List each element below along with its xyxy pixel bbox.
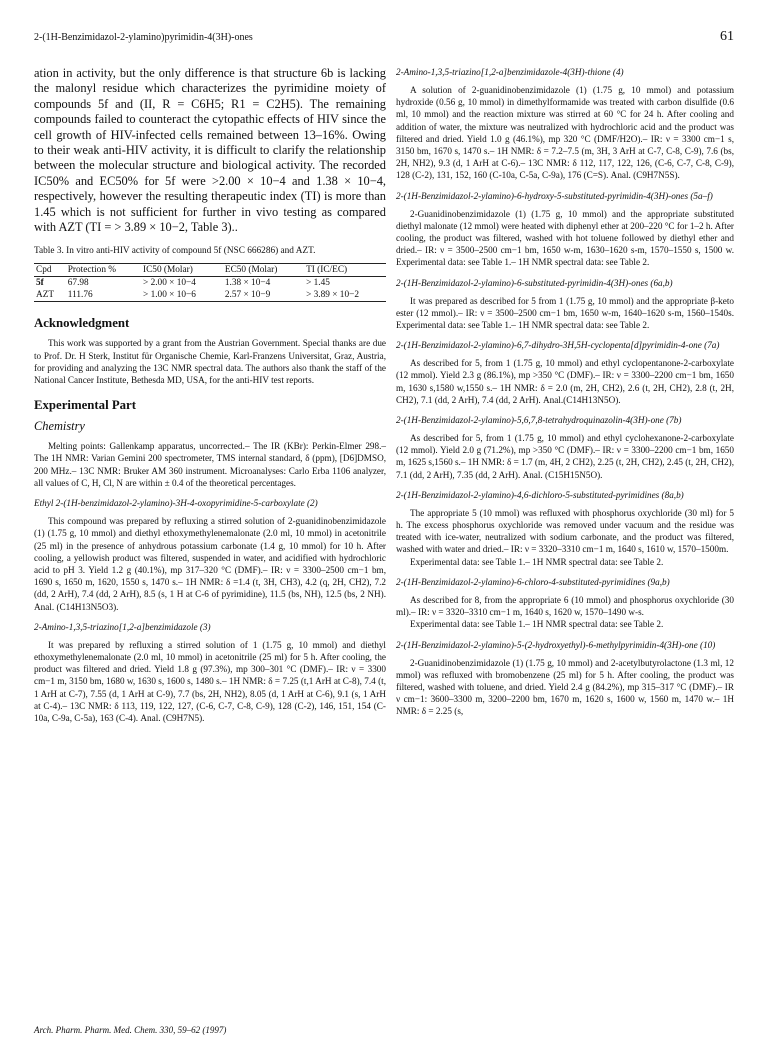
- compound-10-text: 2-Guanidinobenzimidazole (1) (1.75 g, 10 mmol) and 2-acetylbutyrolactone (1.3 ml, 12 mmol) was refluxed with bromobenzene (25 ml) for 5 h. After cooling, the product was filtered, washed with toluene, and dried. Yield 2.4 g (84.2%), mp 315–317 °C (DMF).– IR ν cm−1: 3600–3300 m, 3200–2200 bm, 1670 m, 1620 s, 1600 w, 1560 m, 1470 w.– 1H NMR: δ = 2.25 (s,: [396, 657, 734, 717]
- page-number: 61: [720, 29, 734, 44]
- acknowledgment-text: This work was supported by a grant from the Austrian Government. Special thanks are due to Prof. Dr. H Sterk, Institut für Organische Chemie, Karl-Franzens Universitat, Graz, Austria, for providing and analyzing the 13C NMR spectral data. The authors also thank the staff of the National Cancer Institute, Bethesda MD, USA, for the anti-HIV test reports.: [34, 338, 386, 386]
- compound-2-text: This compound was prepared by refluxing a stirred solution of 2-guanidinobenzimidazole (1) (1.75 g, 10 mmol) and diethyl ethoxymethylenemalonate (2.0 ml, 10 mmol) in acetonitrile (25 ml) in the presence of anhydrous potassium carbonate (1.4 g, 10 mmol) for 10 h. After cooling, a yellowish product was filtered, suspended in water, and acidified with hydrochloric acid to pH 3. Yield 1.2 g (40.1%), mp 317–320 °C (DMF).– IR: ν = 3300–2500 cm−1 bm, 1690 s, 1650 m, 1620, 1550 s, 1470 s.– 1H NMR: δ =1.4 (t, 3H, CH3), 4.2 (q, 2H, CH2), 7.2 (dd, 2 ArH), 7.4 (dd, 2 ArH), 8.5 (s, 1 H at C-6 of pyrimidine), 11.5 (bs, NH), 12.5 (bs, 2 NH). Anal. (C14H13N5O3).: [34, 516, 386, 612]
- compound-5-text: 2-Guanidinobenzimidazole (1) (1.75 g, 10 mmol) and the appropriate substituted diethyl malonate (12 mmol) were heated with diphenyl ether at 200–220 °C for 1–2 h. After cooling, the product was filtered, washed with hot toluene followed by diethyl ether and dried.– IR: ν = 3500–2500 cm−1 bm, 1650 w-m, 1630–1620 s-m, 1570–1550 s, 1500 w. Experimental data: see Table 1.– 1H NMR spectral data: see Table 2.: [396, 208, 734, 268]
- compound-9-text: As described for 8, from the appropriate 6 (10 mmol) and phosphorus oxychloride (30 ml).– IR: ν = 3320–3310 cm−1 m, 1640 s, 1620 w, 1570–1490 w-s.: [396, 594, 734, 618]
- compound-6-text: It was prepared as described for 5 from 1 (1.75 g, 10 mmol) and the appropriate β-keto ester (12 mmol).– IR: ν = 3500–2500 cm−1 bm, 1650 w-m, 1640–1620 s-m, 1560–1540s. Experimental data: see Table 1.– 1H NMR spectral data: see Table 2.: [396, 295, 734, 331]
- activity-table: [34, 263, 386, 302]
- table-cell: 1.38 × 10−4: [224, 278, 271, 289]
- compound-3-title: 2-Amino-1,3,5-triazino[1,2-a]benzimidazole (3): [34, 621, 211, 632]
- table-cell: > 1.00 × 10−6: [143, 290, 196, 301]
- running-header: [34, 29, 734, 48]
- table-header-row: [34, 264, 386, 277]
- compound-9-title: 2-(1H-Benzimidazol-2-ylamino)-6-chloro-4-substituted-pyrimidines (9a,b): [396, 576, 670, 587]
- acknowledgment-heading: Acknowledgment: [34, 316, 130, 331]
- table-cell: > 2.00 × 10−4: [143, 278, 196, 289]
- table-cell: 5f: [36, 278, 44, 289]
- compound-8-text: The appropriate 5 (10 mmol) was refluxed with phosphorus oxychloride (30 ml) for 5 h. The excess phosphorus oxychloride was removed under vacuum and the residue was treated with ice-water, neutralized with sodium carbonate, and the product was filtered, washed with water and dried.– IR: ν = 3320–3310 cm−1 m, 1640 s, 1610 w, 1570–1500m.: [396, 507, 734, 555]
- running-title: 2-(1H-Benzimidazol-2-ylamino)pyrimidin-4(3H)-ones: [34, 32, 253, 43]
- compound-5-title: 2-(1H-Benzimidazol-2-ylamino)-6-hydroxy-5-substituted-pyrimidin-4(3H)-ones (5a–f): [396, 190, 713, 201]
- chemistry-text: Melting points: Gallenkamp apparatus, uncorrected.– The IR (KBr): Perkin-Elmer 298.– The 1H NMR: Varian Gemini 200 spectrometer, TMS internal standard, δ (ppm), [D6]DMSO, 200 MHz.– 13C NMR: Bruker AM 360 instrument. Microanalyses: Carlo Erba 1106 analyzer, all values of C, H, Cl, N are within ± 0.4 of the theoretical percentages.: [34, 441, 386, 488]
- table-header: IC50 (Molar): [143, 265, 193, 276]
- compound-8-title: 2-(1H-Benzimidazol-2-ylamino)-4,6-dichloro-5-substituted-pyrimidines (8a,b): [396, 489, 684, 500]
- table-header: TI (IC/EC): [306, 265, 348, 276]
- compound-2-title: Ethyl 2-(1H-benzimidazol-2-ylamino)-3H-4-oxopyrimidine-5-carboxylate (2): [34, 498, 318, 509]
- table-row: [34, 289, 386, 302]
- right-column: [396, 66, 734, 718]
- table-cell: > 3.89 × 10−2: [306, 290, 359, 301]
- table-header: EC50 (Molar): [224, 265, 278, 276]
- table-header: Protection %: [67, 265, 117, 276]
- table-cell: > 1.45: [306, 278, 330, 289]
- compound-10-title: 2-(1H-Benzimidazol-2-ylamino)-5-(2-hydroxyethyl)-6-methylpyrimidin-4(3H)-one (10): [396, 639, 716, 650]
- compound-7a-title: 2-(1H-Benzimidazol-2-ylamino)-6,7-dihydro-3H,5H-cyclopenta[d]pyrimidin-4-one (7a): [396, 340, 720, 351]
- compound-4-title: 2-Amino-1,3,5-triazino[1,2-a]benzimidazole-4(3H)-thione (4): [396, 67, 624, 77]
- table-cell: 2.57 × 10−9: [224, 290, 271, 301]
- compound-4-text: A solution of 2-guanidinobenzimidazole (1) (1.75 g, 10 mmol) and potassium hydroxide (0.56 g, 10 mmol) in dimethylformamide was treated with carbon disulfide (0.6 ml, 10 mmol) and the reaction mixture was stirred at 60 °C for 24 h. After cooling and addition of water, the mixture was neutralized with hydrochloric acid and the product was filtered and dried. Yield 1.0 g (46.1%), mp 320 °C (DMF/H2O).– IR: ν = 3300 cm−1 s, 3150 bm, 1670 s, 1470 s.– 1H NMR: δ = 7.2–7.5 (m, 3H, 3 ArH at C-7, C-8, C-9), 7.6 (bs, 2H, NH2), 9.3 (d, 1 ArH at C-6).– 13C NMR: δ 112, 117, 122, 126, (C-6, C-7, C-8, C-9), 128 (C-2), 131, 152, 160 (C-10a, C-5a, C-9a), 176 (C=S). Anal. (C9H7N5S).: [396, 85, 734, 181]
- journal-footer: Arch. Pharm. Pharm. Med. Chem. 330, 59–62 (1997): [34, 1025, 227, 1035]
- compound-7b-title: 2-(1H-Benzimidazol-2-ylamino)-5,6,7,8-tetrahydroquinazolin-4(3H)-one (7b): [396, 415, 682, 426]
- experimental-heading: Experimental Part: [34, 398, 136, 413]
- table-header: Cpd: [36, 265, 52, 276]
- table-cell: 111.76: [67, 290, 93, 301]
- compound-9-text-2: Experimental data: see Table 1.– 1H NMR spectral data: see Table 2.: [410, 619, 664, 630]
- compound-8-text-2: Experimental data: see Table 1.– 1H NMR spectral data: see Table 2.: [410, 556, 664, 567]
- compound-7b-text: As described for 5, from 1 (1.75 g, 10 mmol) and ethyl cyclohexanone-2-carboxylate (12 mmol). Yield 2.0 g (71.2%), mp >350 °C (DMF).– IR: ν = 3300–2200 cm−1 bm, 1650 m, 1625 s,1560 s.– 1H NMR: δ = 1.7 (m, 4H, 2 CH2), 2.25 (t, 2H, CH2), 2.45 (t, 2H, CH2), 7.1 (dd, 2 ArH), 7.35 (dd, 2 ArH). Anal. (C15H15N5O).: [396, 433, 734, 480]
- compound-6-title: 2-(1H-Benzimidazol-2-ylamino)-6-substituted-pyrimidin-4(3H)-ones (6a,b): [396, 277, 673, 288]
- chemistry-heading: Chemistry: [34, 419, 85, 434]
- compound-3-text: It was prepared by refluxing a stirred solution of 1 (1.75 g, 10 mmol) and diethyl ethoxymethylenemalonate (2.0 ml, 10 mmol) in acetonitrile (25 ml) for 5 h. After cooling, the product was filtered and dried. Yield 1.8 g (97.3%), mp 300–301 °C (DMF).– IR: ν = 3300 cm−1 m, 3150 bm, 1680 w, 1630 s, 1600 s, 1480 s.– 1H NMR: δ = 7.25 (t,1 ArH at C-8), 7.4 (t, 1 ArH at C-7), 7.55 (d, 1 ArH at C-9), 7.7 (bs, 2H, NH2), 8.05 (d, 1 ArH at C-6), 9.1 (s, 1 ArH at C-4).– 13C NMR: δ 113, 119, 122, 127, (C-6, C-7, C-8, C-9), 128 (C-2), 146, 151, 154 (C-10a, C-9a, C-5a), 163 (C-4). Anal. (C9H7N5).: [34, 639, 386, 723]
- table-cell: 67.98: [67, 278, 89, 289]
- table-row: [34, 277, 386, 290]
- intro-paragraph: ation in activity, but the only difference is that structure 6b is lacking the malonyl residue which characterizes the pyrimidine moiety of compounds 5f and (II, R = C6H5; R1 = C2H5). The remaining compounds failed to counteract the cytopathic effects of HIV since the cell growth of HIV-infected cells remained between 13–16%. Owing to their weak anti-HIV activity, it is difficult to clarify the relationship between the molecular structure and biological activity. The recorded IC50% and EC50% for 5f were >2.00 × 10−4 and 1.38 × 10−4, respectively, however the resulting therapeutic index (TI) is more than 1.45 which is not sufficient for further in vivo testing as compared with AZT (TI = > 3.89 × 10−2, Table 3)..: [34, 66, 386, 235]
- table-cell: AZT: [36, 290, 55, 301]
- left-column: [34, 66, 386, 724]
- table-caption: Table 3. In vitro anti-HIV activity of compound 5f (NSC 666286) and AZT.: [34, 246, 316, 257]
- compound-7a-text: As described for 5, from 1 (1.75 g, 10 mmol) and ethyl cyclopentanone-2-carboxylate (12 mmol). Yield 2.3 g (86.1%), mp >350 °C (DMF).– IR: ν = 3300–2200 cm−1 bm, 1650 m, 1630 s,1580 w,1550 s.– 1H NMR: δ = 2.0 (m, 2H, CH2), 2.6 (t, 2H, CH2), 2.8 (t, 2H, CH2), 7.1 (dd, 2 ArH), 7.4 (dd, 2 ArH). Anal.(C14H13N5O).: [396, 358, 734, 405]
